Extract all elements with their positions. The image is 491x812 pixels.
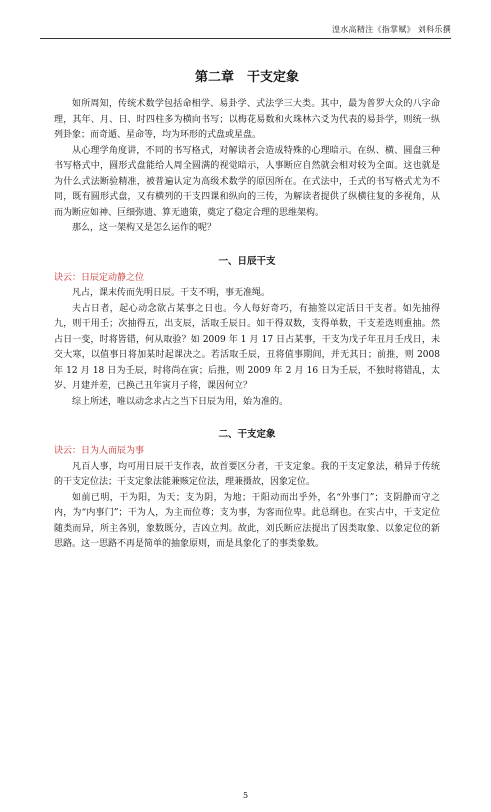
intro-paragraph: 那么，这一架构又是怎么运作的呢？ <box>72 223 217 233</box>
page-number: 5 <box>242 791 249 800</box>
verse-line: 诀云：日辰定动静之位 <box>54 272 145 283</box>
body-paragraph: 夫占日者，起心动念欲占某事之日也。今人每好奇巧，有抽签以定活日干支者。如先抽得九，则干用壬；次抽得五，出支辰，活取壬辰日。如干得双数，支得单数，干支差选则重抽。然占日一变，时将皆错，何从取验？如 2009 年 1 月 17 日占某事，干支为戊子年丑月壬戌日，未交大寒，以值事日将加某时起课决之。若活取壬辰，丑将值事期间，并无其日；前推，则 2008 年 12 月 18 日为壬辰，时将尚在寅；后推，则 2009 年 2 月 16 日为壬辰，不独时将错乱，太岁、月建并差，已换己丑年寅月子将，课因何立？ <box>54 303 440 391</box>
running-header: 湟水高精注《指掌赋》 刘科乐撰 <box>331 25 451 34</box>
body-paragraph: 综上所述，唯以动念求占之当下日辰为用，始为准的。 <box>72 396 289 407</box>
intro-paragraph: 从心理学角度讲，不同的书写格式，对解读者会造成特殊的心理暗示。在纵、横、圆盘三种书写格式中，圆形式盘能给人周全圆满的视觉暗示，人事断应自然就会相对较为全面。这也就是为什么式法断验精准，被普遍认定为高级术数学的原因所在。在式法中，壬式的书写格式尤为不同，既有圆形式盘，又有横列的干支四课和纵向的三传，为解读者提供了纵横往复的多视角，从而为断应如神、巨细弥遗、算无遗策，奠定了稳定合理的思维架构。 <box>54 145 440 218</box>
body-paragraph: 如前已明，干为阳，为天；支为阴，为地；干阳动而出乎外，名“外事门”；支阴静而守之内，为“内事门”；干为人，为主而位尊；支为事，为客而位卑。此总纲也。在实占中，干支定位随类而异，所主各别，象数既分，吉凶立判。故此，刘氏断应法提出了因类取象、以象定位的新思路。这一思路不再是简单的抽象原则，而是具象化了的事类象数。 <box>54 492 440 549</box>
body-paragraph: 凡百人事，均可用日辰干支作表，故首要区分者，干支定象。我的干支定象法，稍异于传统的干支定位法；干支定象法能兼赅定位法，理兼摄故，因象定位。 <box>54 461 440 487</box>
intro-paragraph: 如所周知，传统术数学包括命相学、易卦学、式法学三大类。其中，最为普罗大众的八字命理，其年、月、日、时四柱多为横向书写；以梅花易数和火珠林六爻为代表的易卦学，则统一纵列卦象；而奇遁、星命等，均为环形的式盘或星盘。 <box>54 99 440 140</box>
page-content <box>54 66 440 553</box>
header-rule <box>40 38 451 39</box>
body-paragraph: 凡占，课末传而先明日辰。干支不明，事无准绳。 <box>72 288 271 298</box>
section-title: 二、干支定象 <box>218 429 276 440</box>
chapter-title: 第二章 干支定象 <box>194 70 299 85</box>
section-title: 一、日辰干支 <box>218 255 276 267</box>
verse-line: 诀云：日为人而辰为事 <box>54 446 145 456</box>
